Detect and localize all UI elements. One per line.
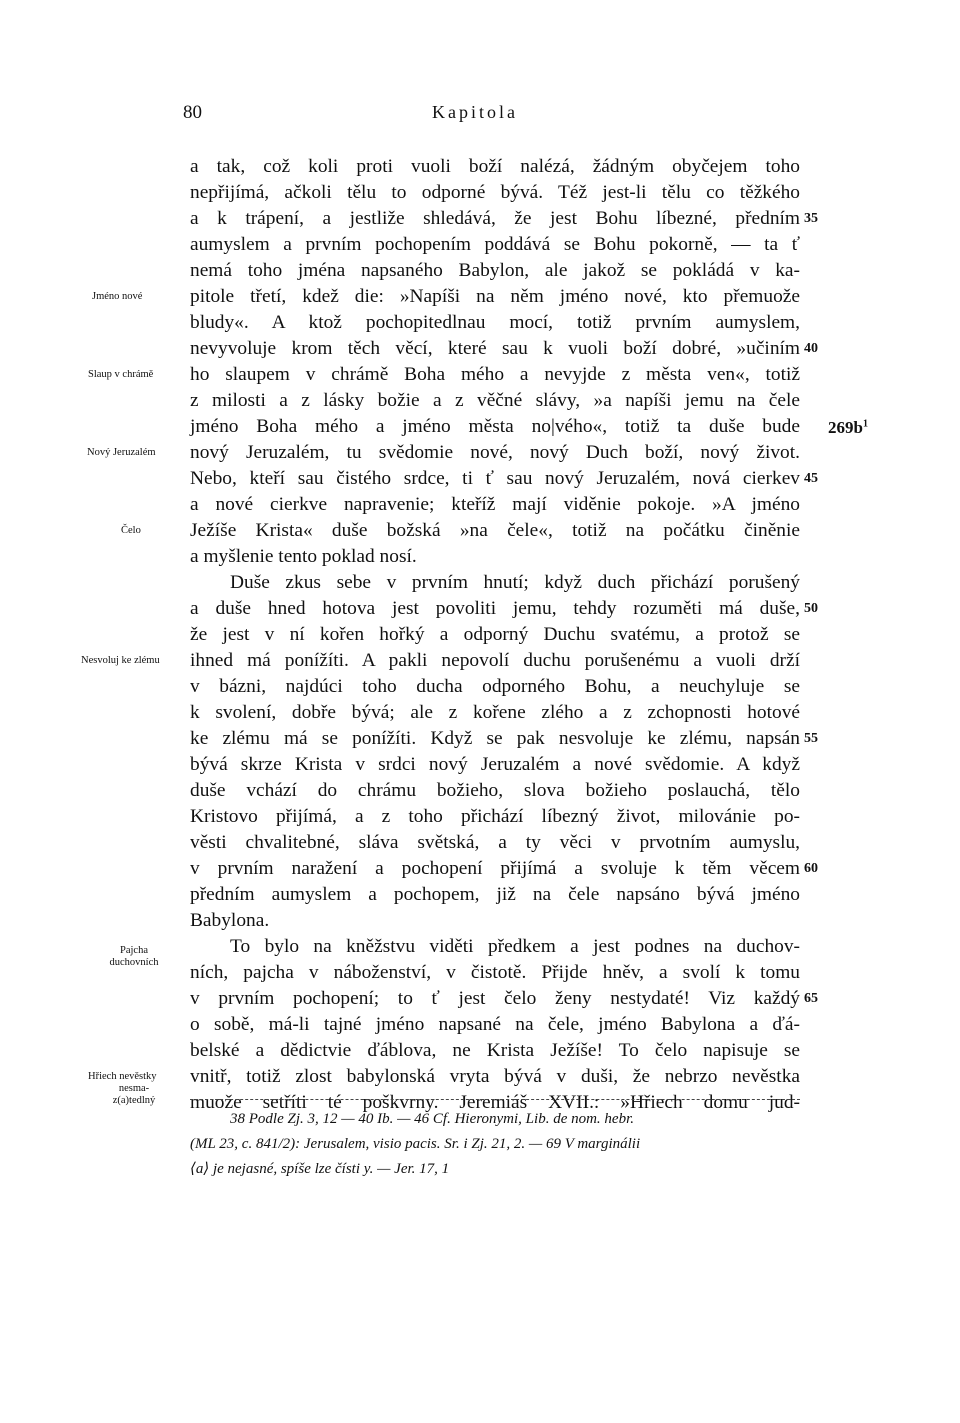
- margin-note: Hřiech nevěstky: [88, 1071, 157, 1082]
- text-line: o sobě, má-li tajné jméno napsané na čele, jméno Babylona a ďá-: [190, 1014, 800, 1035]
- line-number: 35: [804, 211, 818, 226]
- text-line: nemá toho jména napsaného Babylon, ale jakož se pokládá v ka-: [190, 260, 800, 281]
- margin-note: Slaup v chrámě: [88, 369, 154, 380]
- chapter-title: Kapitola: [432, 102, 518, 122]
- margin-note: Nesvoluj ke zlému: [81, 655, 160, 666]
- text-line: Duše zkus sebe v prvním hnutí; když duch přichází porušený: [230, 572, 800, 593]
- text-line: v prvním naražení a pochopení přijímá a svoluje k těm věcem: [190, 858, 800, 879]
- text-line: Babylona.: [190, 910, 270, 931]
- text-line: bývá skrze Krista v srdci nový Jeruzalém a nové svědomie. A když: [190, 754, 800, 775]
- text-line: a nové cierkve napravenie; kteříž mají viděnie pokoje. »A jméno: [190, 494, 800, 515]
- line-number: 65: [804, 991, 818, 1006]
- text-line: a tak, což koli proti vuoli boží nalézá, žádným obyčejem toho: [190, 156, 800, 177]
- margin-note: nesma-: [118, 1083, 150, 1094]
- text-line: Ježíše Krista« duše božská »na čele«, totiž na počátku činěnie: [190, 520, 800, 541]
- text-line: duše vchází do chrámu božieho, slova božieho poslauchá, tělo: [190, 780, 800, 801]
- line-number: 50: [804, 601, 818, 616]
- footnote-rule: [190, 1099, 800, 1100]
- text-line: Nebo, kteří sau čistého srdce, ti ť sau nový Jeruzalém, nová cierkev: [190, 468, 800, 489]
- text-line: jméno Boha mého a jméno města no|vého«, totiž ta duše bude: [190, 416, 800, 437]
- text-line: a duše hned hotova jest povoliti jemu, tehdy rozuměti má duše,: [190, 598, 800, 619]
- margin-note: duchovních: [109, 957, 159, 968]
- text-line: k svolení, dobře bývá; ale z kořene zlého a z zchopnosti hotové: [190, 702, 800, 723]
- page-number: 80: [183, 102, 202, 123]
- text-line: nevyvoluje krom těch věcí, které sau k vuoli boží dobré, »učiním: [190, 338, 800, 359]
- text-line: ho slaupem v chrámě Boha mého a nevyjde z města ven«, totiž: [190, 364, 800, 385]
- text-line: v bázni, najdúci toho ducha odporného Bohu, a neuchyluje se: [190, 676, 800, 697]
- text-line: v prvním pochopení; to ť jest čelo ženy nestydaté! Viz každý: [190, 988, 800, 1009]
- margin-note: Čelo: [121, 525, 141, 536]
- text-line: muože setříti té poškvrny. Jeremiáš XVII.: »Hřiech domu jud-: [190, 1092, 800, 1113]
- text-line: vnitř, totiž zlost babylonská vryta bývá v duši, že nebrzo nevěstka: [190, 1066, 800, 1087]
- running-head: [0, 102, 960, 128]
- margin-note: Jméno nové: [92, 291, 143, 302]
- text-line: věsti chvalitebné, sláva světská, a ty věci v prvotním aumyslu,: [190, 832, 800, 853]
- folio-text: 269b: [828, 418, 863, 437]
- text-line: ihned má poníží​ti. A pakli nepovolí duchu porušenému a vuoli drží: [190, 650, 800, 671]
- text-line: nepřijímá, ačkoli tělu to odporné bývá. Též jest-li tělu co těžkého: [190, 182, 800, 203]
- margin-note: z(a)tedlný: [112, 1095, 156, 1106]
- line-number: 40: [804, 341, 818, 356]
- footnote-line: ⟨a⟩ je nejasné, spíše lze čísti y. — Jer. 17, 1: [190, 1161, 450, 1177]
- text-line: pitole třetí, kdež die: »Napíši na něm jméno nové, kto přemuože: [190, 286, 800, 307]
- footnote-line: 38 Podle Zj. 3, 12 — 40 Ib. — 46 Cf. Hieronymi, Lib. de nom. hebr.: [230, 1111, 635, 1127]
- margin-note: Pajcha: [120, 945, 148, 956]
- folio-superscript: 1: [862, 418, 868, 430]
- line-number: 55: [804, 731, 818, 746]
- text-line: belské a dědictvie ďáblova, ne Krista Ježíše! To čelo napisuje se: [190, 1040, 800, 1061]
- text-line: ke zlému má se poníží​ti. Když se pak nesvoluje ke zlému, napsán: [190, 728, 800, 749]
- margin-note: Nový Jeruzalém: [87, 447, 156, 458]
- text-line: To bylo na kněžstvu viděti předkem a jest podnes na duchov-: [230, 936, 800, 957]
- folio-reference: [828, 418, 868, 438]
- text-line: aumyslem a prvním pochopením poddává se Bohu pokorně, — ta ť: [190, 234, 800, 255]
- text-line: nový Jeruzalém, tu svědomie nové, nový Duch boží, nový život.: [190, 442, 800, 463]
- text-line: a k trápení, a jestliže shledává, že jest Bohu líbezné, předním: [190, 208, 800, 229]
- text-line: předním aumyslem a pochopem, již na čele napsáno bývá jméno: [190, 884, 800, 905]
- text-line: že jest v ní kořen hořký a odporný Duchu svatému, a protož se: [190, 624, 800, 645]
- text-line: ních, pajcha v náboženství, v čistotě. Přijde hněv, a svolí k tomu: [190, 962, 800, 983]
- text-line: Kristovo přijímá, a z toho přichází líbezný život, milovánie po-: [190, 806, 800, 827]
- text-line: z milosti a z lásky božie a z věčné slávy, »a napíši jemu na čele: [190, 390, 800, 411]
- footnote-line: (ML 23, c. 841/2): Jerusalem, visio pacis. Sr. i Zj. 21, 2. — 69 V marginálii: [190, 1136, 641, 1152]
- line-number: 60: [804, 861, 818, 876]
- text-line: bludy«. A ktož pochopitedlnau mocí, totiž prvním aumyslem,: [190, 312, 800, 333]
- text-line: a myšlenie tento poklad nosí.: [190, 546, 417, 567]
- line-number: 45: [804, 471, 818, 486]
